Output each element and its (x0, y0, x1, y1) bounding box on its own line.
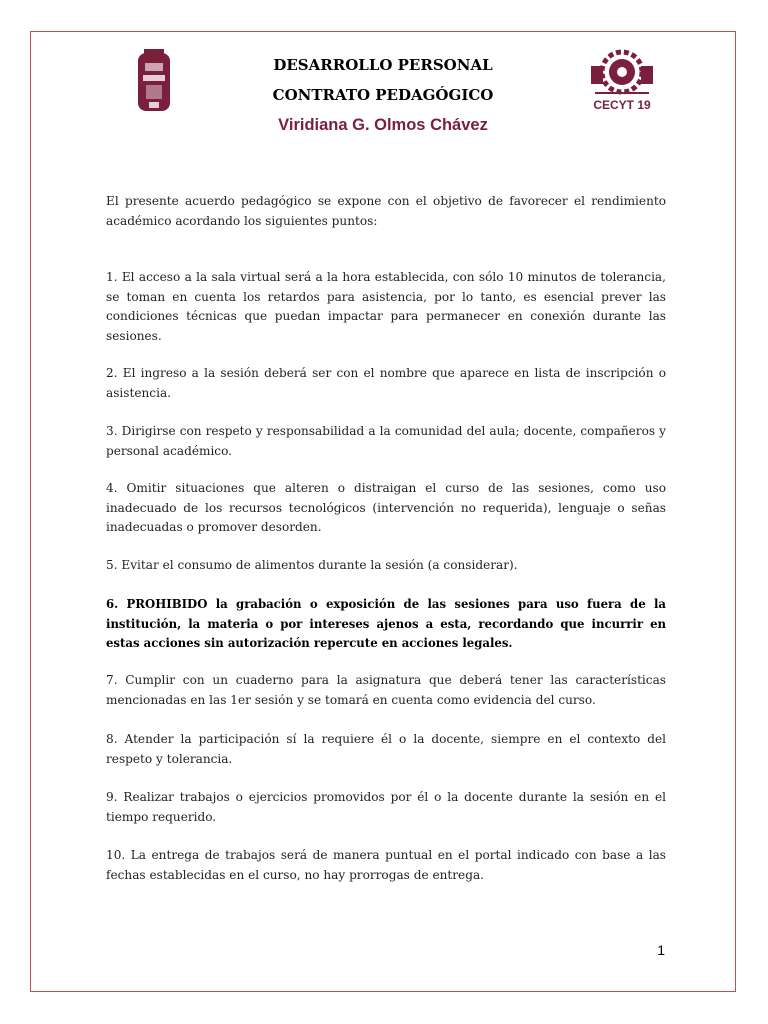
page-number: 1 (657, 942, 665, 958)
list-item: 10. La entrega de trabajos será de manera puntual en el portal indicado con base a las fechas establecidas en el curso, no hay prorrogas de entrega. (106, 848, 666, 882)
document-page (30, 31, 736, 992)
document-title: DESARROLLO PERSONAL (273, 56, 493, 74)
document-author: Viridiana G. Olmos Chávez (278, 116, 488, 134)
document-subtitle: CONTRATO PEDAGÓGICO (272, 86, 494, 104)
list-item: 4. Omitir situaciones que alteren o distraigan el curso de las sesiones, como uso inadecuado de los recursos tecnológicos (intervención no requerida), lenguaje o señas inadecuadas o promover desorden. (106, 481, 666, 534)
list-item: 2. El ingreso a la sesión deberá ser con el nombre que aparece en lista de inscripción o asistencia. (106, 366, 666, 400)
intro-paragraph: El presente acuerdo pedagógico se expone con el objetivo de favorecer el rendimiento académico acordando los siguientes puntos: (106, 194, 666, 228)
list-item: 9. Realizar trabajos o ejercicios promovidos por él o la docente durante la sesión en el tiempo requerido. (106, 790, 666, 824)
list-item: 3. Dirigirse con respeto y responsabilidad a la comunidad del aula; docente, compañeros y personal académico. (106, 424, 666, 458)
cecyt-logo-icon (587, 46, 657, 116)
prohibition-item: 6. PROHIBIDO la grabación o exposición de las sesiones para uso fuera de la institución, la materia o por intereses ajenos a esta, recordando que incurrir en estas acciones sin autorización repercute en acciones legales. (106, 597, 666, 650)
list-item: 5. Evitar el consumo de alimentos durante la sesión (a considerar). (106, 558, 518, 572)
list-item: 1. El acceso a la sala virtual será a la hora establecida, con sólo 10 minutos de tolerancia, se toman en cuenta los retardos para asistencia, por lo tanto, es esencial prever las condiciones técnicas que puedan impactar para permanecer en conexión durante las sesiones. (106, 270, 666, 343)
cecyt-logo-text: CECYT 19 (593, 98, 651, 112)
list-item: 8. Atender la participación sí la requiere él o la docente, siempre en el contexto del respeto y tolerancia. (106, 732, 666, 766)
list-item: 7. Cumplir con un cuaderno para la asignatura que deberá tener las características mencionadas en las 1er sesión y se tomará en cuenta como evidencia del curso. (106, 673, 666, 707)
